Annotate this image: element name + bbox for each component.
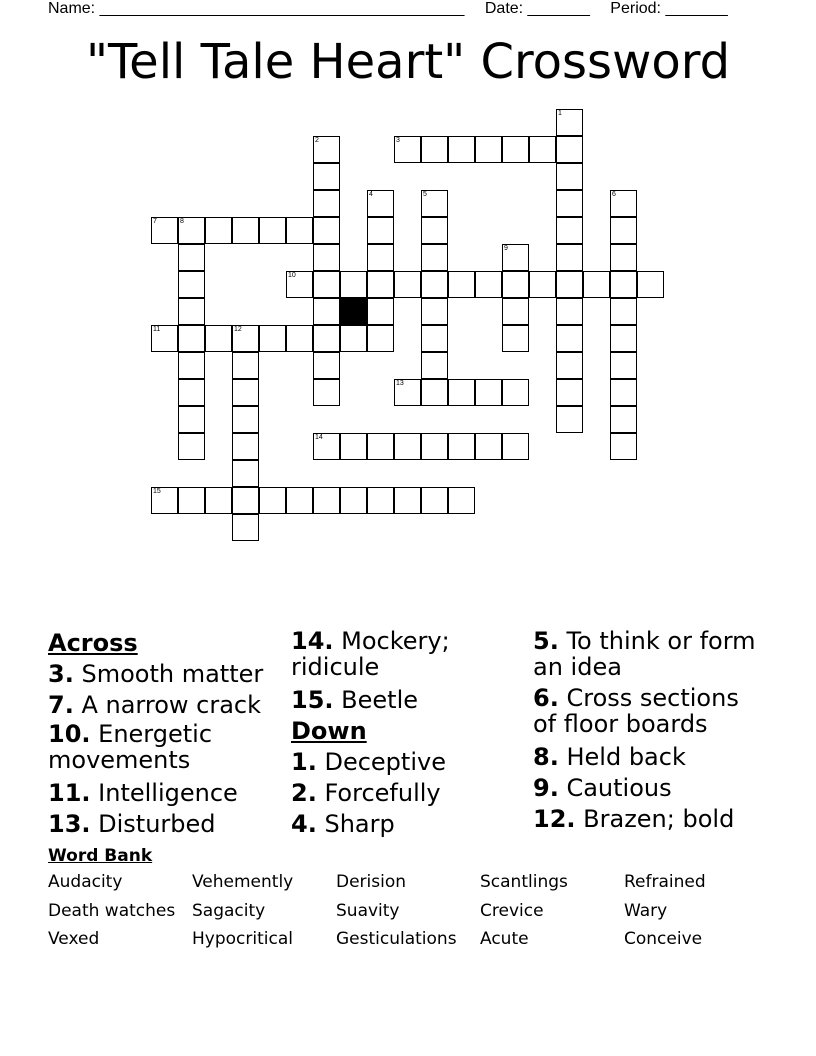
crossword-cell[interactable] (313, 325, 340, 352)
crossword-cell[interactable] (556, 136, 583, 163)
crossword-cell[interactable] (178, 298, 205, 325)
crossword-cell[interactable] (610, 271, 637, 298)
word-bank-item: Scantlings (480, 872, 568, 892)
crossword-cell[interactable] (556, 379, 583, 406)
crossword-cell[interactable] (448, 433, 475, 460)
word-bank-item: Hypocritical (192, 929, 293, 949)
word-bank-item: Refrained (624, 872, 706, 892)
crossword-cell[interactable] (178, 379, 205, 406)
down-clue: 6. Cross sections of floor boards (533, 684, 739, 738)
crossword-cell[interactable] (421, 190, 448, 217)
crossword-cell[interactable] (421, 271, 448, 298)
crossword-cell[interactable] (394, 487, 421, 514)
across-clue: 3. Smooth matter (48, 660, 264, 688)
crossword-cell[interactable] (421, 136, 448, 163)
crossword-cell[interactable] (421, 298, 448, 325)
period-field[interactable]: Period: _______ (610, 0, 728, 17)
crossword-cell[interactable] (394, 271, 421, 298)
crossword-cell[interactable] (556, 352, 583, 379)
crossword-cell[interactable] (232, 217, 259, 244)
crossword-cell[interactable] (421, 217, 448, 244)
crossword-cell[interactable] (313, 244, 340, 271)
word-bank-item: Audacity (48, 872, 123, 892)
across-heading: Across (48, 629, 138, 657)
crossword-cell[interactable] (340, 271, 367, 298)
crossword-cell[interactable] (448, 136, 475, 163)
crossword-cell[interactable] (610, 406, 637, 433)
word-bank-heading: Word Bank (48, 846, 153, 866)
word-bank-item: Crevice (480, 900, 544, 921)
crossword-cell[interactable] (475, 379, 502, 406)
word-bank-item: Gesticulations (336, 929, 457, 949)
page-title: "Tell Tale Heart" Crossword (85, 34, 731, 90)
down-clue: 5. To think or form an idea (533, 627, 756, 681)
clue-number: 11 (153, 326, 161, 333)
crossword-cell[interactable] (313, 487, 340, 514)
crossword-cell[interactable] (394, 136, 421, 163)
clue-number: 10 (288, 272, 296, 279)
crossword-cell[interactable] (232, 406, 259, 433)
clue-number: 8 (180, 218, 184, 225)
word-bank-item: Suavity (336, 900, 400, 921)
crossword-cell[interactable] (178, 271, 205, 298)
crossword-cell[interactable] (340, 433, 367, 460)
crossword-cell[interactable] (259, 217, 286, 244)
crossword-cell[interactable] (637, 271, 664, 298)
crossword-cell[interactable] (556, 271, 583, 298)
crossword-cell[interactable] (529, 271, 556, 298)
crossword-cell[interactable] (529, 136, 556, 163)
clue-number: 4 (369, 191, 373, 198)
crossword-cell[interactable] (421, 244, 448, 271)
word-bank-item: Vexed (48, 929, 100, 949)
crossword-cell[interactable] (232, 379, 259, 406)
word-bank-item: Vehemently (192, 872, 294, 892)
crossword-cell[interactable] (151, 325, 178, 352)
crossword-cell[interactable] (178, 406, 205, 433)
crossword-cell[interactable] (232, 514, 259, 541)
crossword-cell[interactable] (475, 136, 502, 163)
crossword-cell[interactable] (421, 433, 448, 460)
crossword-cell[interactable] (178, 352, 205, 379)
crossword-cell[interactable] (205, 217, 232, 244)
crossword-cell[interactable] (556, 163, 583, 190)
crossword-cell[interactable] (610, 190, 637, 217)
clue-number: 5 (423, 191, 427, 198)
crossword-cell[interactable] (232, 352, 259, 379)
crossword-cell[interactable] (259, 325, 286, 352)
crossword-cell[interactable] (448, 379, 475, 406)
clue-number: 3 (396, 137, 400, 144)
crossword-cell[interactable] (232, 325, 259, 352)
crossword-cell[interactable] (286, 487, 313, 514)
crossword-cell[interactable] (178, 217, 205, 244)
crossword-cell[interactable] (421, 379, 448, 406)
crossword-cell[interactable] (610, 325, 637, 352)
crossword-cell[interactable] (583, 271, 610, 298)
crossword-cell[interactable] (556, 190, 583, 217)
crossword-cell[interactable] (313, 271, 340, 298)
across-clue: 13. Disturbed (48, 810, 216, 838)
word-bank-item: Conceive (624, 929, 703, 949)
crossword-cell[interactable] (502, 325, 529, 352)
crossword-cell[interactable] (313, 298, 340, 325)
crossword-cell[interactable] (610, 298, 637, 325)
crossword-cell[interactable] (556, 325, 583, 352)
crossword-cell[interactable] (313, 190, 340, 217)
crossword-cell[interactable] (394, 433, 421, 460)
down-heading: Down (291, 717, 367, 745)
crossword-cell[interactable] (448, 271, 475, 298)
down-clue: 4. Sharp (291, 810, 395, 838)
across-clue: 11. Intelligence (48, 779, 238, 807)
crossword-cell[interactable] (421, 487, 448, 514)
clue-number: 7 (153, 218, 157, 225)
crossword-cell[interactable] (367, 487, 394, 514)
down-clue: 2. Forcefully (291, 779, 441, 807)
crossword-cell[interactable] (475, 433, 502, 460)
crossword-cell[interactable] (313, 136, 340, 163)
across-clue: 14. Mockery; ridicule (291, 627, 450, 681)
crossword-cell[interactable] (178, 325, 205, 352)
crossword-cell[interactable] (205, 325, 232, 352)
crossword-cell[interactable] (367, 244, 394, 271)
crossword-cell[interactable] (556, 244, 583, 271)
crossword-cell[interactable] (367, 271, 394, 298)
crossword-cell[interactable] (367, 298, 394, 325)
crossword-cell[interactable] (151, 217, 178, 244)
crossword-cell[interactable] (232, 460, 259, 487)
crossword-cell[interactable] (556, 406, 583, 433)
crossword-cell[interactable] (313, 217, 340, 244)
clue-number: 2 (315, 137, 319, 144)
word-bank-item: Wary (624, 900, 668, 921)
crossword-cell[interactable] (475, 271, 502, 298)
crossword-cell[interactable] (286, 271, 313, 298)
crossword-cell[interactable] (502, 379, 529, 406)
crossword-cell[interactable] (259, 487, 286, 514)
crossword-cell[interactable] (610, 379, 637, 406)
crossword-cell[interactable] (232, 487, 259, 514)
clue-number: 14 (315, 434, 323, 441)
clue-number: 6 (612, 191, 616, 198)
crossword-cell[interactable] (178, 433, 205, 460)
clue-number: 15 (153, 488, 161, 495)
crossword-cell[interactable] (178, 487, 205, 514)
across-clue: 15. Beetle (291, 686, 418, 714)
crossword-cell[interactable] (286, 325, 313, 352)
clue-number: 1 (558, 110, 562, 117)
crossword-cell[interactable] (556, 217, 583, 244)
crossword-cell[interactable] (610, 433, 637, 460)
clue-column-2 (291, 628, 526, 840)
crossword-cell[interactable] (502, 244, 529, 271)
crossword-cell[interactable] (313, 163, 340, 190)
crossword-cell[interactable] (151, 487, 178, 514)
black-square (340, 298, 367, 325)
crossword-cell[interactable] (286, 217, 313, 244)
crossword-cell[interactable] (340, 325, 367, 352)
clue-number: 12 (234, 326, 242, 333)
crossword-cell[interactable] (232, 433, 259, 460)
crossword-cell[interactable] (367, 190, 394, 217)
crossword-cell[interactable] (502, 271, 529, 298)
down-clue: 12. Brazen; bold (533, 805, 735, 833)
crossword-cell[interactable] (502, 298, 529, 325)
crossword-cell[interactable] (313, 352, 340, 379)
crossword-cell[interactable] (502, 136, 529, 163)
crossword-cell[interactable] (340, 487, 367, 514)
crossword-cell[interactable] (205, 487, 232, 514)
crossword-cell[interactable] (610, 352, 637, 379)
clue-column-3 (533, 628, 768, 835)
clue-column-1 (48, 628, 283, 840)
crossword-cell[interactable] (556, 298, 583, 325)
down-clue: 8. Held back (533, 743, 686, 771)
across-clue: 10. Energetic movements (48, 720, 213, 774)
crossword-cell[interactable] (421, 325, 448, 352)
crossword-cell[interactable] (394, 379, 421, 406)
crossword-cell[interactable] (448, 487, 475, 514)
crossword-cell[interactable] (367, 325, 394, 352)
word-bank-item: Death watches (48, 900, 176, 921)
down-clue: 9. Cautious (533, 774, 672, 802)
crossword-cell[interactable] (610, 217, 637, 244)
word-bank-item: Derision (336, 872, 407, 892)
crossword-cell[interactable] (502, 433, 529, 460)
name-field[interactable]: Name: _________________________________________ (48, 0, 465, 17)
crossword-cell[interactable] (178, 244, 205, 271)
word-bank-item: Sagacity (192, 900, 266, 921)
crossword-cell[interactable] (313, 379, 340, 406)
clue-number: 9 (504, 245, 508, 252)
date-field[interactable]: Date: _______ (484, 0, 590, 17)
clue-number: 13 (396, 380, 404, 387)
down-clue: 1. Deceptive (291, 748, 446, 776)
crossword-cell[interactable] (421, 352, 448, 379)
word-bank-item: Acute (480, 929, 529, 949)
crossword-cell[interactable] (556, 109, 583, 136)
crossword-cell[interactable] (367, 217, 394, 244)
across-clue: 7. A narrow crack (48, 691, 262, 719)
crossword-cell[interactable] (610, 244, 637, 271)
crossword-cell[interactable] (313, 433, 340, 460)
crossword-cell[interactable] (367, 433, 394, 460)
